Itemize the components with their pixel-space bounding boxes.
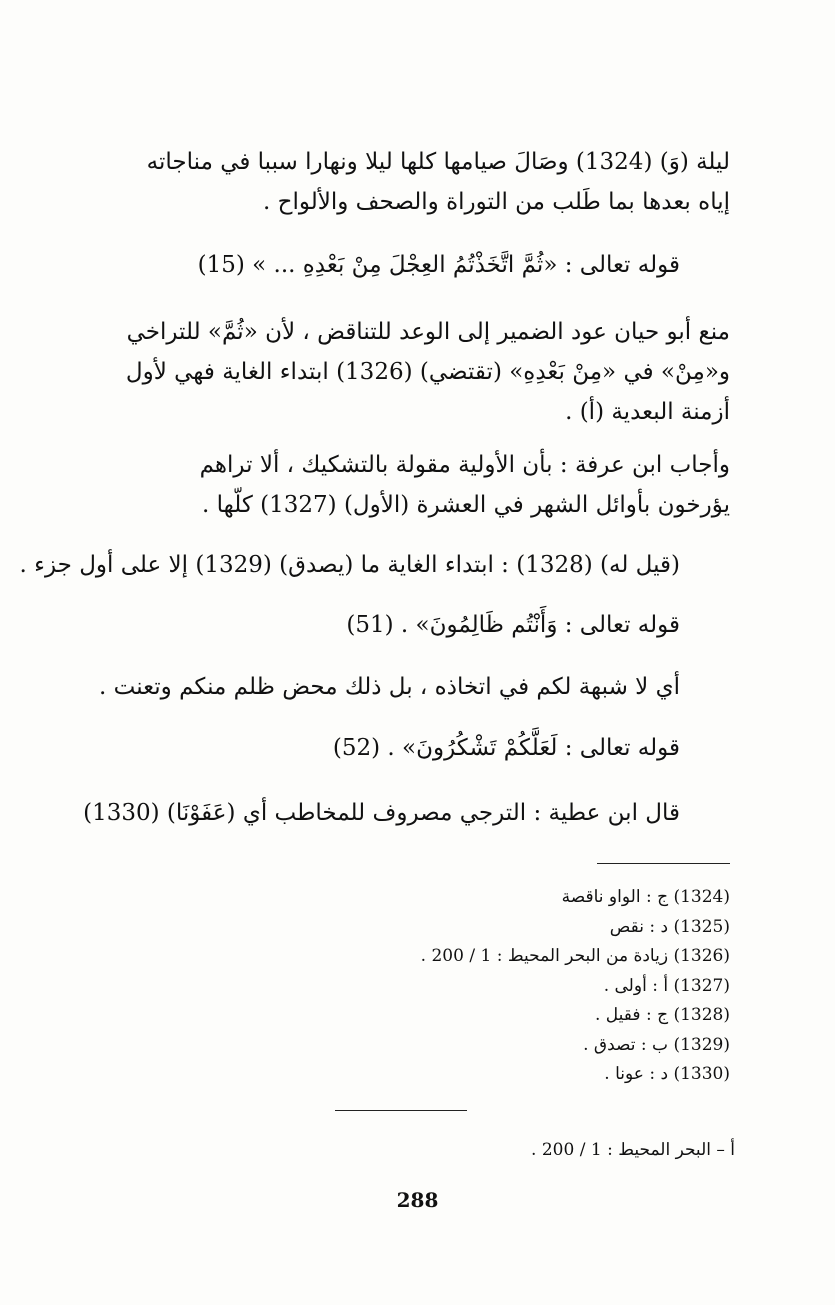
paragraph-2 <box>90 245 680 285</box>
paragraph-4 <box>90 445 730 525</box>
paragraph-9 <box>83 793 680 833</box>
footnote-line: (1325) د : نقص <box>609 916 730 937</box>
paragraph-1 <box>90 142 730 222</box>
margin-note-line: أ – البحر المحيط : 1 / 200 . <box>531 1140 735 1160</box>
text-line: قوله تعالى : وَأَنْتُم ظَالِمُونَ» . (51) <box>346 612 680 638</box>
margin-note-separator <box>335 1110 467 1111</box>
paragraph-8 <box>90 728 680 768</box>
text-line: منع أبو حيان عود الضمير إلى الوعد للتناقض ، لأن «ثُمَّ» للتراخي <box>126 319 730 345</box>
footnote-line: (1324) ج : الواو ناقصة <box>561 887 730 907</box>
text-line: قوله تعالى : «ثُمَّ اتَّخَذْتُمُ العِجْلَ مِنْ بَعْدِهِ ... » (15) <box>197 252 680 278</box>
text-line: أزمنة البعدية (أ) . <box>565 399 730 425</box>
paragraph-5 <box>19 545 680 585</box>
footnote-line: (1330) د : عونا . <box>604 1064 730 1084</box>
text-line: و«مِنْ» في «مِنْ بَعْدِهِ» (تقتضي) (1326) ابتداء الغاية فهي لأول <box>125 359 730 385</box>
text-line: ليلة (وَ) (1324) وصَالَ صيامها كلها ليلا ونهارا سببا في مناجاته <box>146 149 730 175</box>
margin-note <box>255 1136 735 1166</box>
page-number: 288 <box>396 1188 439 1212</box>
footnote-line: (1329) ب : تصدق . <box>583 1034 730 1055</box>
text-line: إياه بعدها بما طَلب من التوراة والصحف والألواح . <box>262 189 730 215</box>
footnotes <box>250 883 730 1090</box>
paragraph-3 <box>90 312 730 432</box>
footnote-separator <box>597 863 730 864</box>
text-line: قال ابن عطية : الترجي مصروف للمخاطب أي (عَفَوْنَا) (1330) <box>83 800 680 826</box>
footnote-line: (1328) ج : فقيل . <box>595 1005 730 1025</box>
text-line: قوله تعالى : لَعَلَّكُمْ تَشْكُرُونَ» . (52) <box>332 735 680 761</box>
text-line: (قيل له) (1328) : ابتداء الغاية ما (يصدق) (1329) إلا على أول جزء . <box>19 552 680 578</box>
footnote-line: (1326) زيادة من البحر المحيط : 1 / 200 . <box>420 946 730 966</box>
paragraph-6 <box>90 605 680 645</box>
text-line: يؤرخون بأوائل الشهر في العشرة (الأول) (1327) كلّها . <box>202 492 730 518</box>
text-line: أي لا شبهة لكم في اتخاذه ، بل ذلك محض ظلم منكم وتعنت . <box>99 674 680 700</box>
footnote-line: (1327) أ : أولى . <box>603 975 730 996</box>
text-line: وأجاب ابن عرفة : بأن الأولية مقولة بالتشكيك ، ألا تراهم <box>199 452 730 478</box>
paragraph-7 <box>90 667 680 707</box>
